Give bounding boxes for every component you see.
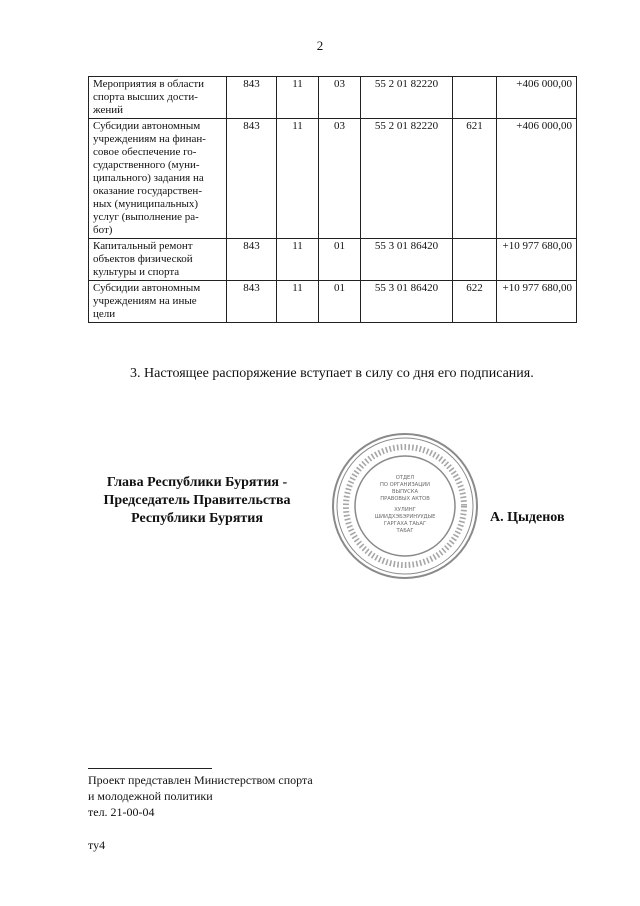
amount-cell: +406 000,00: [497, 77, 577, 119]
seal-ring-lettering: [346, 447, 464, 565]
ministry-cell: 843: [227, 281, 277, 323]
target-article-cell: 55 2 01 82220: [361, 77, 453, 119]
amount-cell: +10 977 680,00: [497, 239, 577, 281]
subsection-cell: 03: [319, 119, 361, 239]
signer-name: А. Цыденов: [490, 510, 565, 525]
document-index: ту4: [88, 838, 106, 852]
target-article-cell: 55 2 01 82220: [361, 119, 453, 239]
table-row: [89, 239, 577, 281]
expense-type-cell: 622: [453, 281, 497, 323]
svg-text:ОТДЕЛ: ОТДЕЛ: [395, 475, 415, 481]
clause-3-text: 3. Настоящее распоряжение вступает в силу со дня его подписания.: [130, 366, 534, 381]
svg-text:ХУЛИНГ: ХУЛИНГ: [394, 507, 416, 513]
svg-text:ШИИДХЭБЭРИНУУДЫЕ: ШИИДХЭБЭРИНУУДЫЕ: [374, 514, 436, 520]
section-cell: 11: [277, 281, 319, 323]
ministry-cell: 843: [227, 239, 277, 281]
row-name-cell: Субсидии автономным учреждениям на финан- совое обеспечение го- сударственного (муни- ципального) задания на оказание государствен- ных (муниципальных) услуг (выполнение ра- бот): [89, 119, 227, 239]
footnote: Проект представлен Министерством спорта и молодежной политики тел. 21-00-04: [88, 773, 313, 819]
expense-type-cell: 621: [453, 119, 497, 239]
signer-title: Глава Республики Бурятия - Председатель Правительства Республики Бурятия: [103, 475, 291, 526]
ministry-cell: 843: [227, 119, 277, 239]
table-row: [89, 281, 577, 323]
subsection-cell: 03: [319, 77, 361, 119]
table-row: [89, 119, 577, 239]
subsection-cell: 01: [319, 239, 361, 281]
row-name-cell: Капитальный ремонт объектов физической культуры и спорта: [89, 239, 227, 281]
section-cell: 11: [277, 119, 319, 239]
svg-text:ГАРГАХА ТАЬАГ: ГАРГАХА ТАЬАГ: [383, 521, 427, 527]
svg-text:ТАБАГ: ТАБАГ: [396, 528, 414, 534]
svg-text:ПО ОРГАНИЗАЦИИ: ПО ОРГАНИЗАЦИИ: [379, 482, 431, 488]
amount-cell: +10 977 680,00: [497, 281, 577, 323]
footnote-divider: [88, 768, 212, 769]
target-article-cell: 55 3 01 86420: [361, 281, 453, 323]
section-cell: 11: [277, 239, 319, 281]
page-number: 2: [316, 38, 324, 53]
table-row: [89, 77, 577, 119]
seal-center-text: [375, 475, 436, 534]
row-name-cell: Мероприятия в области спорта высших дости- жений: [89, 77, 227, 119]
svg-text:ПРАВОВЫХ АКТОВ: ПРАВОВЫХ АКТОВ: [380, 496, 430, 502]
row-name-cell: Субсидии автономным учреждениям на иные цели: [89, 281, 227, 323]
official-seal-stamp: [330, 431, 480, 581]
ministry-cell: 843: [227, 77, 277, 119]
budget-amendments-table: [88, 76, 577, 323]
amount-cell: +406 000,00: [497, 119, 577, 239]
target-article-cell: 55 3 01 86420: [361, 239, 453, 281]
svg-text:ВЫПУСКА: ВЫПУСКА: [391, 489, 419, 495]
subsection-cell: 01: [319, 281, 361, 323]
expense-type-cell: [453, 239, 497, 281]
expense-type-cell: [453, 77, 497, 119]
section-cell: 11: [277, 77, 319, 119]
